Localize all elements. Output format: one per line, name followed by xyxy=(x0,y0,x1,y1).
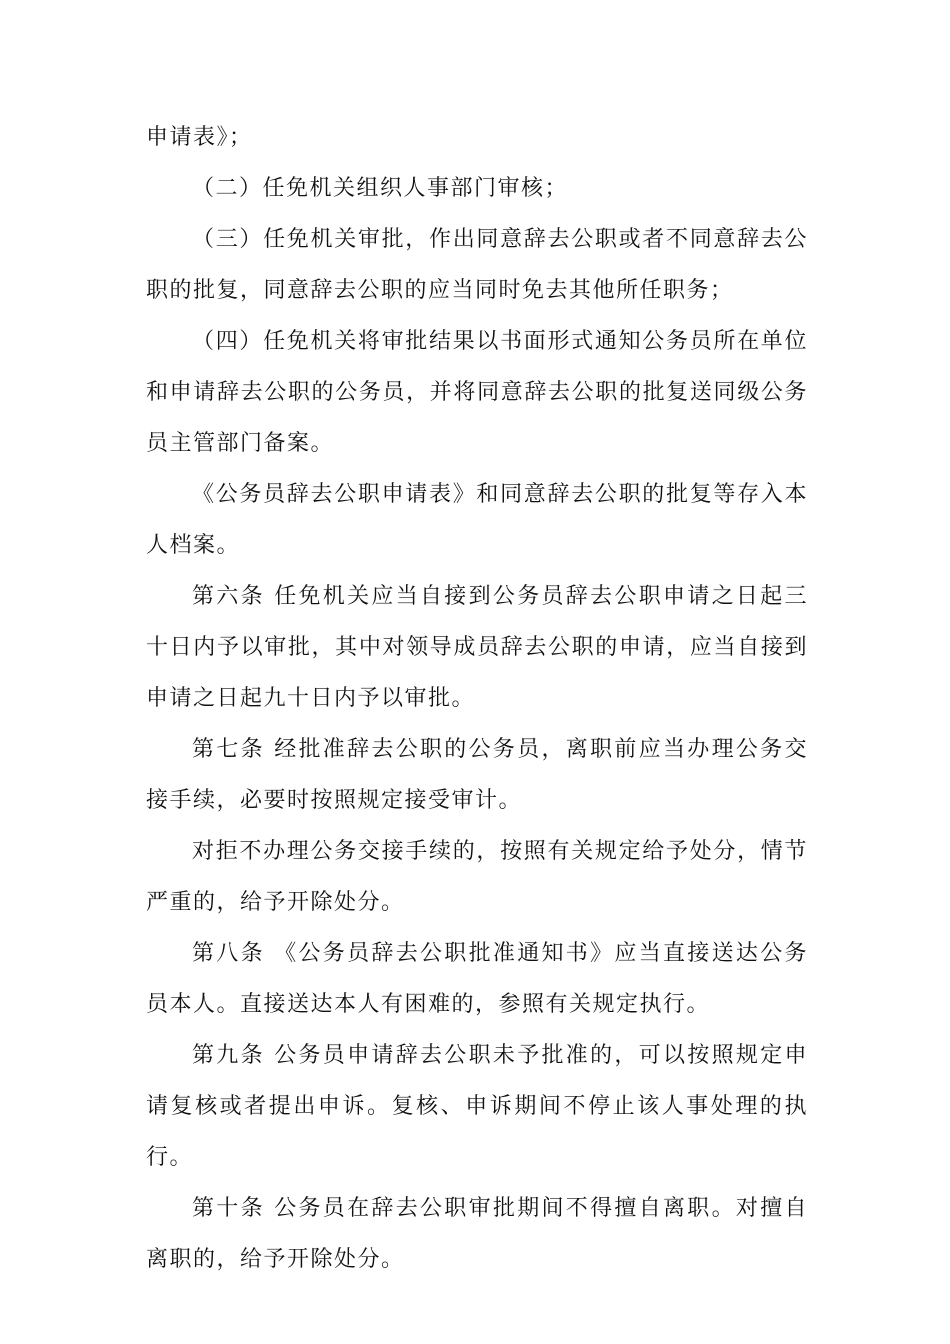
paragraph-article-7-sub: 对拒不办理公务交接手续的，按照有关规定给予处分，情节严重的，给予开除处分。 xyxy=(146,839,808,915)
paragraph-article-7: 第七条 经批准辞去公职的公务员，离职前应当办理公务交接手续，必要时按照规定接受审计。 xyxy=(146,737,808,813)
paragraph-article-9: 第九条 公务员申请辞去公职未予批准的，可以按照规定申请复核或者提出申诉。复核、申诉期间不停止该人事处理的执行。 xyxy=(146,1043,808,1170)
paragraph-item-3: （三）任免机关审批，作出同意辞去公职或者不同意辞去公职的批复，同意辞去公职的应当同时免去其他所任职务； xyxy=(146,227,808,303)
paragraph-item-4: （四）任免机关将审批结果以书面形式通知公务员所在单位和申请辞去公职的公务员，并将同意辞去公职的批复送同级公务员主管部门备案。 xyxy=(146,329,808,456)
paragraph-continuation: 申请表》； xyxy=(146,125,253,150)
document-body xyxy=(146,112,808,1285)
paragraph-article-8: 第八条 《公务员辞去公职批准通知书》应当直接送达公务员本人。直接送达本人有困难的，参照有关规定执行。 xyxy=(146,941,808,1017)
paragraph-article-10: 第十条 公务员在辞去公职审批期间不得擅自离职。对擅自离职的，给予开除处分。 xyxy=(146,1196,808,1272)
paragraph-archive: 《公务员辞去公职申请表》和同意辞去公职的批复等存入本人档案。 xyxy=(146,482,808,558)
paragraph-article-6: 第六条 任免机关应当自接到公务员辞去公职申请之日起三十日内予以审批，其中对领导成员辞去公职的申请，应当自接到申请之日起九十日内予以审批。 xyxy=(146,584,808,711)
paragraph-item-2: （二）任免机关组织人事部门审核； xyxy=(192,176,569,201)
